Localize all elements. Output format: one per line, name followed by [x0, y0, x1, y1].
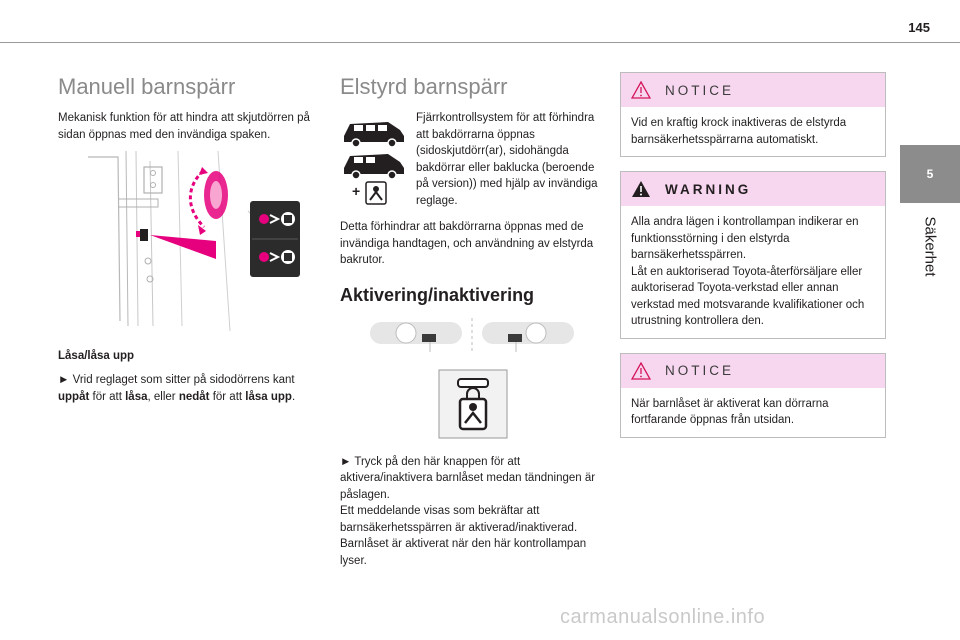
svg-text:+: + — [352, 183, 361, 199]
step-arrow: ► — [340, 455, 352, 468]
warning-label: WARNING — [665, 181, 752, 197]
warning-text-1: Alla andra lägen i kontrollampan indikerar en funktionsstörning i den elstyrda barnsäkerhetsspärren. — [631, 216, 859, 261]
page-number: 145 — [908, 20, 930, 35]
notice-box-crash — [620, 72, 886, 157]
child-lock-button-wrap — [438, 369, 602, 444]
triangle-filled-icon — [631, 180, 651, 198]
chapter-tab[interactable] — [900, 145, 960, 203]
watermark: carmanualsonline.info — [560, 606, 766, 628]
step-arrow: ► — [58, 374, 70, 386]
manual-lock-step: ► Vrid reglaget som sitter på sidodörrens kant uppåt för att låsa, eller nedåt för att låsa upp. — [58, 374, 296, 403]
activation-title: Aktivering/inaktivering — [340, 284, 535, 305]
warning-header — [621, 172, 885, 206]
lock-unlock-subtitle: Låsa/låsa upp — [58, 350, 135, 362]
notice-text: Vid en kraftig krock inaktiveras de elstyrda barnsäkerhetsspärrarna automatiskt. — [631, 117, 847, 146]
door-edge-drawing — [58, 151, 310, 331]
warning-box — [620, 171, 886, 339]
electric-lock-description: Fjärrkontrollsystem för att förhindra att bakdörrarna öppnas (sidoskjutdörr(ar), sidohängda bakdörrar eller baklucka (beroende på version)) med hjälp av invändiga reglage. — [416, 112, 598, 207]
electric-lock-intro — [340, 110, 602, 211]
triangle-outline-icon — [631, 81, 651, 99]
warning-text-2: Låt en auktoriserad Toyota-återförsäljare eller auktoriserad Toyota-verkstad eller annan verkstad med motsvarande kvalifikationer och utrustning kontrollera den. — [631, 265, 865, 327]
notice-box-outside — [620, 353, 886, 438]
activation-confirm: Ett meddelande visas som bekräftar att barnsäkerhetsspärren är aktiverad/inaktiverad. — [340, 505, 578, 534]
header-rule — [0, 42, 960, 43]
chapter-number: 5 — [926, 167, 934, 181]
notice-header — [621, 354, 885, 388]
triangle-outline-icon — [631, 362, 651, 380]
vehicle-icons — [340, 110, 408, 211]
electric-lock-section — [340, 60, 602, 569]
notices-column — [620, 72, 886, 452]
activation-step: ► Tryck på den här knappen för att aktivera/inaktivera barnlåset medan tändningen är påslagen. — [340, 455, 596, 501]
manual-lock-section — [58, 60, 316, 413]
electric-lock-note: Detta förhindrar att bakdörrarna öppnas med de invändiga handtagen, och användning av elstyrda bakrutor. — [340, 221, 594, 266]
manual-lock-intro: Mekanisk funktion för att hindra att skjutdörren på sidan öppnas med den invändiga spaken. — [58, 112, 310, 141]
notice-header — [621, 73, 885, 107]
electric-lock-title: Elstyrd barnspärr — [340, 74, 508, 99]
chapter-label: Säkerhet — [921, 215, 939, 277]
child-lock-button-icon[interactable] — [438, 369, 508, 439]
dashboard-button-location — [340, 316, 602, 356]
notice-label: NOTICE — [665, 363, 735, 378]
manual-lock-title: Manuell barnspärr — [58, 74, 236, 99]
notice-label: NOTICE — [665, 82, 735, 98]
activation-indicator: Barnlåset är aktiverat när den här kontrollampan lyser. — [340, 538, 587, 567]
door-lock-illustration — [58, 151, 316, 336]
notice-text: När barnlåset är aktiverat kan dörrarna fortfarande öppnas från utsidan. — [631, 397, 829, 426]
van-with-child-lock-icon — [340, 110, 408, 206]
